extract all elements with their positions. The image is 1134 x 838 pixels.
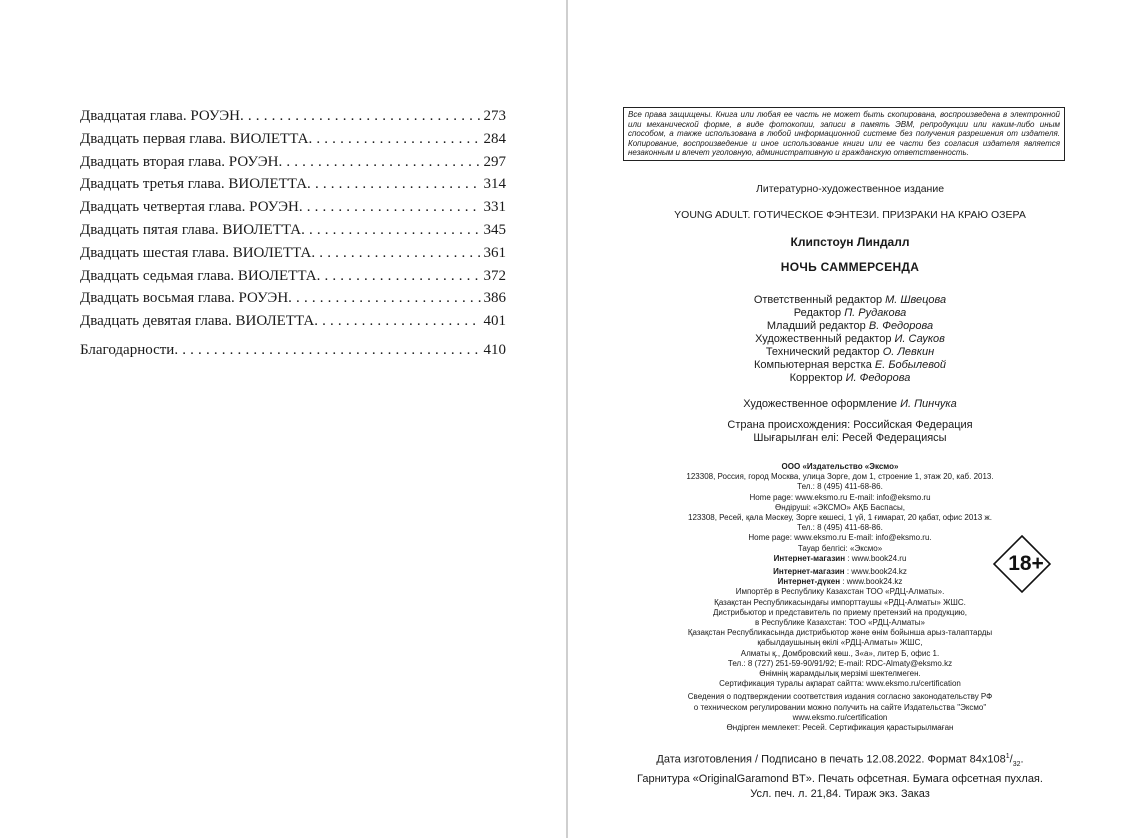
rights-notice: Все права защищены. Книга или любая ее часть не может быть скопирована, воспроизведена в электронной или механической форме, в виде фотокопии, записи в память ЭВМ, репродукции или каким-либо иным способом, а также использована в любой информационной системе без получения разрешения от издателя. Копирование, воспроизведение и иное использование книги или ее части без согласия издателя является незаконным и влечет уголовную, административную и гражданскую ответственность. — [623, 107, 1065, 161]
credit-name: И. Федорова — [845, 372, 911, 384]
publisher-line: Өнімнің жарамдылық мерзімі шектелмеген. — [759, 669, 921, 679]
publisher-line: Қазақстан Республикасындағы импорттаушы «РДЦ-Алматы» ЖШС. — [714, 597, 966, 607]
publisher-line: Тел.: 8 (495) 411-68-86. — [797, 523, 883, 533]
toc-leader-dots — [299, 196, 481, 219]
publisher-line — [640, 554, 1040, 564]
publisher-line: Тауар белгісі: «Эксмо» — [797, 543, 883, 553]
toc-entry — [80, 151, 506, 174]
toc-entry-title: Двадцать седьмая глава. ВИОЛЕТТА — [80, 267, 317, 284]
publisher-line — [640, 577, 1040, 587]
series-name: YOUNG ADULT. ГОТИЧЕСКОЕ ФЭНТЕЗИ. ПРИЗРАКИ НА КРАЮ ОЗЕРА — [674, 209, 1026, 221]
toc-entry-page: 361 — [483, 244, 506, 261]
toc-leader-dots — [307, 173, 480, 196]
credit-name: В. Федорова — [868, 320, 934, 332]
publisher-line: 123308, Россия, город Москва, улица Зорге, дом 1, строение 1, этаж 20, каб. 2013. — [686, 472, 994, 482]
toc-leader-dots — [311, 242, 480, 265]
credit-role: Младший редактор — [766, 320, 866, 332]
toc-leader-dots — [301, 219, 480, 242]
toc-entry — [80, 173, 506, 196]
credit-name: И. Сауков — [894, 333, 945, 345]
credit-role: Ответственный редактор — [753, 294, 883, 306]
credit-role: Технический редактор — [765, 346, 880, 358]
toc-entry — [80, 310, 506, 333]
toc-leader-dots — [240, 105, 481, 128]
publisher-line: 123308, Ресей, қала Мәскеу, Зорге көшесі, 1 үй, 1 ғимарат, 20 қабат, офис 2013 ж. — [688, 513, 992, 523]
publisher-line: Өндірген мемлекет: Ресей. Сертификация қарастырылмаған — [726, 723, 954, 733]
toc-entry-page: 273 — [483, 108, 506, 124]
publisher-line: Home page: www.eksmo.ru E-mail: info@eksmo.ru. — [748, 533, 932, 543]
print-info-line-2: Гарнитура «OriginalGaramond BT». Печать офсетная. Бумага офсетная пухлая. — [637, 773, 1043, 786]
credit-role: Компьютерная верстка — [754, 359, 872, 371]
toc-entry-title: Двадцать вторая глава. РОУЭН — [80, 153, 279, 170]
credit-line — [580, 307, 1120, 320]
credit-name: П. Рудакова — [844, 307, 907, 319]
toc-leader-dots — [278, 151, 480, 174]
toc-entry — [80, 265, 506, 288]
credit-role: Корректор — [789, 372, 843, 384]
design-role: Художественное оформление — [743, 398, 898, 410]
book-title: НОЧЬ САММЕРСЕНДА — [780, 260, 920, 274]
toc-entry — [80, 196, 506, 219]
publisher-line: в Республике Казахстан: ТОО «РДЦ-Алматы» — [755, 618, 925, 628]
toc-entry-title: Двадцать пятая глава. ВИОЛЕТТА — [80, 221, 302, 238]
credit-line — [580, 294, 1120, 307]
publisher-line-text: : www.book24.ru — [845, 553, 907, 563]
age-rating-label: 18+ — [1008, 552, 1044, 575]
print-format: Дата изготовления / Подписано в печать 12.08.2022. Формат 84х108 — [656, 753, 1006, 766]
credit-name: М. Швецова — [885, 294, 947, 306]
publisher-line: Home page: www.eksmo.ru E-mail: info@eksmo.ru — [749, 492, 931, 502]
publisher-line: о техническом регулировании можно получить на сайте Издательства "Эксмо" — [693, 702, 987, 712]
toc-entry-page: 345 — [483, 221, 506, 238]
toc-entry-title: Двадцать первая глава. ВИОЛЕТТА — [80, 130, 309, 147]
publisher-line: Сертификация туралы ақпарат сайтта: www.eksmo.ru/certification — [719, 679, 961, 689]
toc-entry-page: 331 — [483, 199, 506, 216]
publisher-line: Өндіруші: «ЭКСМО» АҚБ Баспасы, — [774, 502, 906, 512]
toc-leader-dots — [314, 310, 480, 333]
toc-entry-title: Двадцать третья глава. ВИОЛЕТТА — [80, 176, 308, 193]
toc-entry — [80, 105, 506, 128]
publisher-line: Тел.: 8 (727) 251-59-90/91/92; E-mail: RDC-Almaty@eksmo.kz — [727, 658, 953, 668]
publisher-info — [640, 462, 1040, 733]
toc-entry-title: Двадцатая глава. РОУЭН — [80, 108, 240, 124]
toc-leader-dots — [174, 339, 480, 362]
credit-name: О. Левкин — [882, 346, 935, 358]
table-of-contents — [80, 105, 506, 362]
toc-entry-page: 386 — [483, 290, 506, 307]
publisher-name: ООО «Издательство «Эксмо» — [781, 462, 899, 471]
publisher-line: қабылдаушының өкілі «РДЦ-Алматы» ЖШС, — [757, 638, 923, 648]
publisher-line: Қазақстан Республикасында дистрибьютор және өнім бойынша арыз-талаптарды — [687, 628, 993, 638]
toc-entries — [80, 105, 506, 333]
publisher-line: Дистрибьютор и представитель по приему претензий на продукцию, — [712, 607, 968, 617]
credit-line — [580, 359, 1120, 372]
design-name: И. Пинчука — [900, 398, 957, 410]
publisher-line: Импортёр в Республику Казахстан ТОО «РДЦ-Алматы». — [735, 587, 945, 597]
credit-line — [580, 333, 1120, 346]
publisher-line-text: : www.book24.kz — [840, 577, 903, 587]
publisher-line: Тел.: 8 (495) 411-68-86. — [797, 482, 883, 492]
publisher-line-label: Интернет-магазин — [773, 553, 846, 563]
credit-role: Художественный редактор — [755, 333, 892, 345]
toc-entry-title: Двадцать восьмая глава. РОУЭН — [80, 290, 289, 307]
toc-leader-dots — [308, 128, 480, 151]
toc-entry-page: 297 — [483, 153, 506, 170]
toc-entry-page: 314 — [483, 176, 506, 193]
print-info-line-3: Усл. печ. л. 21,84. Тираж экз. Заказ — [750, 787, 930, 800]
print-info-line-1: Дата изготовления / Подписано в печать 12.08.2022. Формат $84х108^1/_{32}$. — [656, 753, 1024, 768]
toc-entry-page: 284 — [483, 130, 506, 147]
publisher-line — [640, 462, 1040, 472]
format-denominator: 32 — [1012, 760, 1021, 768]
toc-entry — [80, 287, 506, 310]
toc-entry-acknowledgements — [80, 339, 506, 362]
publisher-line: Сведения о подтверждении соответствия издания согласно законодательству РФ — [687, 692, 993, 702]
toc-leader-dots — [317, 265, 481, 288]
toc-entry — [80, 219, 506, 242]
country-of-origin — [580, 419, 1120, 445]
author-name: Клипстоун Линдалл — [790, 235, 910, 249]
publisher-line-label: Интернет-магазин — [773, 567, 845, 577]
credit-line — [580, 372, 1120, 385]
toc-leader-dots — [288, 287, 480, 310]
toc-entry-page: 401 — [483, 313, 506, 330]
toc-entry — [80, 242, 506, 265]
credit-line — [580, 346, 1120, 359]
toc-entry-title: Благодарности — [80, 341, 175, 358]
publisher-line-label: Интернет-дүкен — [777, 577, 841, 587]
publisher-line: Алматы қ., Домбровский көш., 3«а», литер Б, офис 1. — [740, 648, 940, 658]
toc-entry-title: Двадцать девятая глава. ВИОЛЕТТА — [80, 313, 315, 330]
toc-entry — [80, 128, 506, 151]
format-numerator: 1 — [1005, 753, 1010, 760]
credit-line — [580, 320, 1120, 333]
credit-role: Редактор — [793, 307, 842, 319]
toc-entry-title: Двадцать шестая глава. ВИОЛЕТТА — [80, 244, 312, 261]
toc-entry-page: 372 — [483, 267, 506, 284]
design-credit — [580, 398, 1120, 410]
publisher-line — [640, 567, 1040, 577]
country-line-kz: Шығарылған елі: Ресей Федерациясы — [753, 432, 947, 444]
print-info — [600, 750, 1080, 801]
publisher-line: www.eksmo.ru/certification — [792, 712, 888, 722]
editorial-credits — [580, 294, 1120, 385]
country-line-ru: Страна происхождения: Российская Федерация — [727, 419, 973, 431]
toc-entry-page: 410 — [483, 341, 506, 358]
publisher-line-text: : www.book24.kz — [844, 567, 907, 577]
toc-entry-title: Двадцать четвертая глава. РОУЭН — [80, 199, 299, 216]
credit-name: Е. Бобылевой — [874, 359, 946, 371]
edition-type: Литературно-художественное издание — [755, 183, 945, 195]
